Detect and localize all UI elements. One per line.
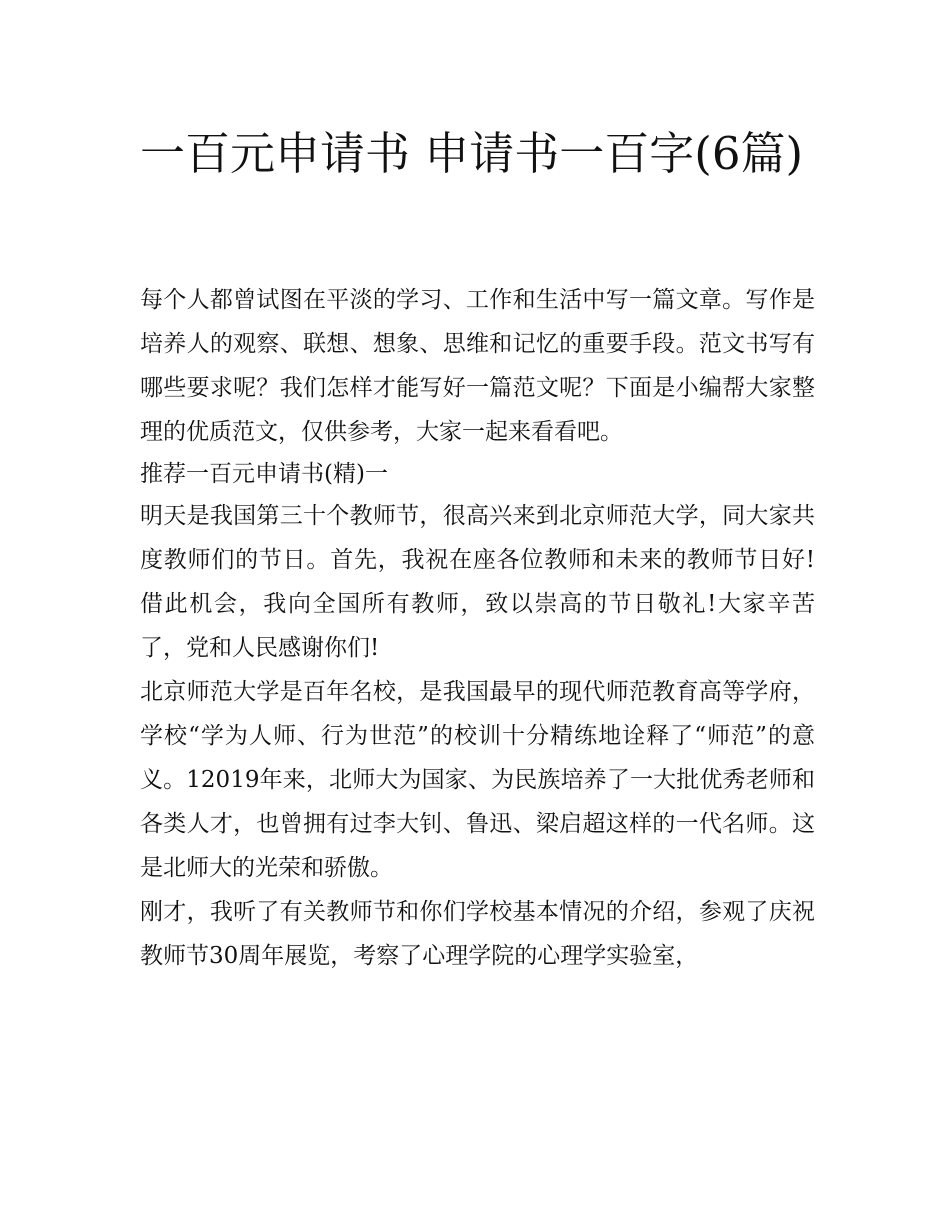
- document-title: 一百元申请书 申请书一百字(6篇): [140, 127, 804, 180]
- section-heading: 推荐一百元申请书(精)一: [140, 461, 388, 487]
- body-paragraph-2: 北京师范大学是百年名校，是我国最早的现代师范教育高等学府，学校“学为人师、行为世范”的校训十分精练地诠释了“师范”的意义。12019年来，北师大为国家、为民族培养了一大批优秀老师和各类人才，也曾拥有过李大钊、鲁迅、梁启超这样的一代名师。这是北师大的光荣和骄傲。: [140, 679, 815, 881]
- intro-paragraph: 每个人都曾试图在平淡的学习、工作和生活中写一篇文章。写作是培养人的观察、联想、想象、思维和记忆的重要手段。范文书写有哪些要求呢？我们怎样才能写好一篇范文呢？下面是小编帮大家整理的优质范文，仅供参考，大家一起来看看吧。: [140, 287, 815, 445]
- body-paragraph-1: 明天是我国第三十个教师节，很高兴来到北京师范大学，同大家共度教师们的节日。首先，我祝在座各位教师和未来的教师节日好!借此机会，我向全国所有教师，致以崇高的节日敬礼!大家辛苦了，党和人民感谢你们!: [140, 503, 815, 661]
- document-body: [140, 278, 815, 978]
- body-paragraph-3: 刚才，我听了有关教师节和你们学校基本情况的介绍，参观了庆祝教师节30周年展览，考察了心理学院的心理学实验室，: [140, 899, 815, 969]
